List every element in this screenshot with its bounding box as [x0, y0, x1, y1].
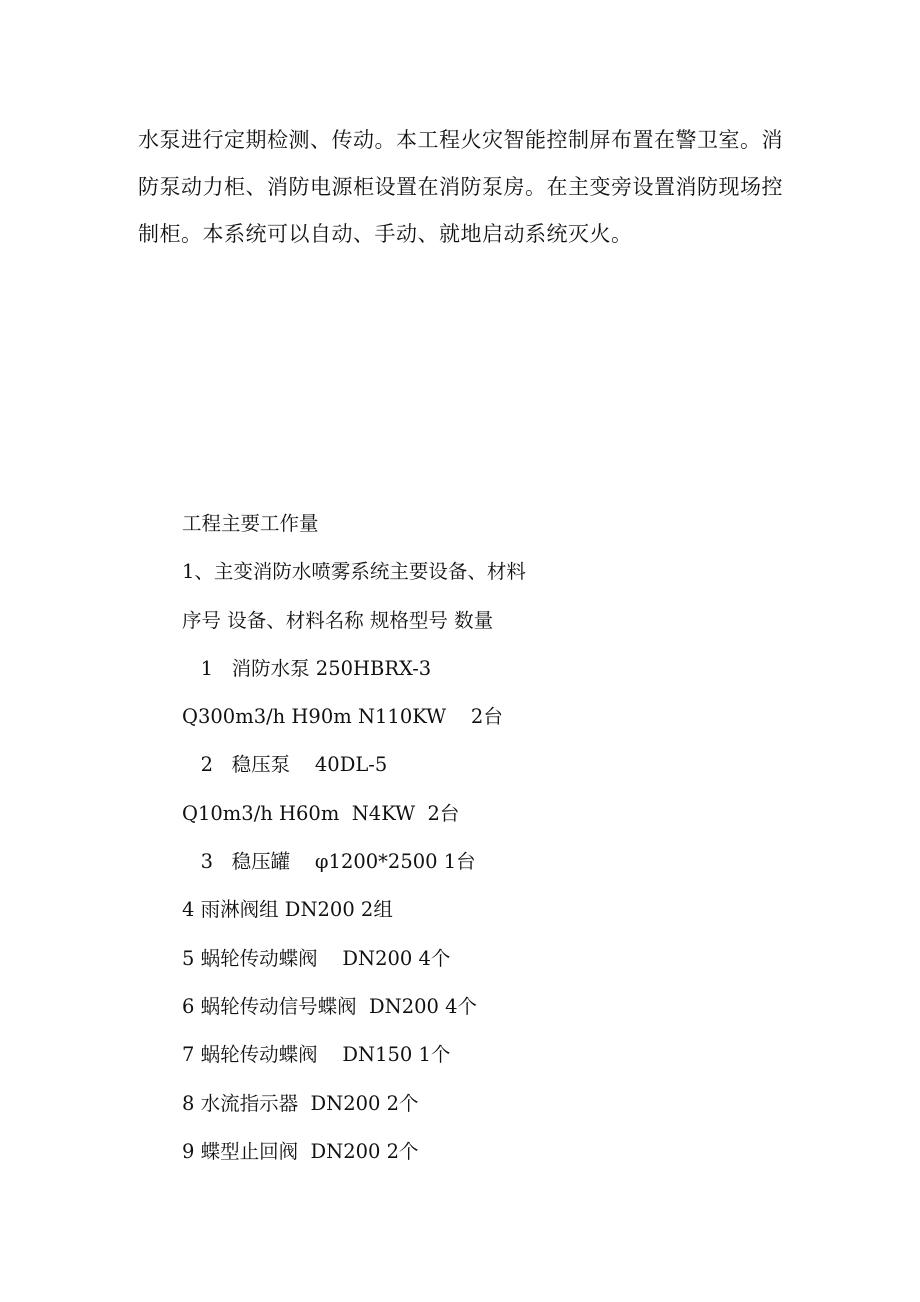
list-item: 5 蜗轮传动蝶阀 DN200 4个: [182, 946, 451, 970]
list-item: 2 稳压泵 40DL-5: [182, 753, 388, 777]
paragraph-line: 制柜。本系统可以自动、手动、就地启动系统灭火。: [138, 222, 633, 246]
list-header: 序号 设备、材料名称 规格型号 数量: [182, 608, 494, 632]
section-subtitle: 1、主变消防水喷雾系统主要设备、材料: [182, 560, 526, 584]
list-item: Q300m3/h H90m N110KW 2台: [182, 705, 503, 729]
paragraph-line: 防泵动力柜、消防电源柜设置在消防泵房。在主变旁设置消防现场控: [138, 175, 783, 199]
section-title: 工程主要工作量: [182, 512, 319, 535]
list-item: 8 水流指示器 DN200 2个: [182, 1091, 419, 1115]
list-item: 6 蜗轮传动信号蝶阀 DN200 4个: [182, 994, 478, 1018]
list-item: 7 蜗轮传动蝶阀 DN150 1个: [182, 1043, 451, 1067]
workload-section: [182, 505, 782, 1181]
list-item: 1 消防水泵 250HBRX-3: [182, 656, 432, 680]
list-item: 9 蝶型止回阀 DN200 2个: [182, 1139, 419, 1163]
list-item: Q10m3/h H60m N4KW 2台: [182, 801, 460, 825]
paragraph-line: 水泵进行定期检测、传动。本工程火灾智能控制屏布置在警卫室。消: [138, 128, 783, 152]
list-item: 3 稳压罐 φ1200*2500 1台: [182, 850, 476, 874]
body-paragraph: [138, 117, 788, 258]
list-item: 4 雨淋阀组 DN200 2组: [182, 898, 393, 922]
